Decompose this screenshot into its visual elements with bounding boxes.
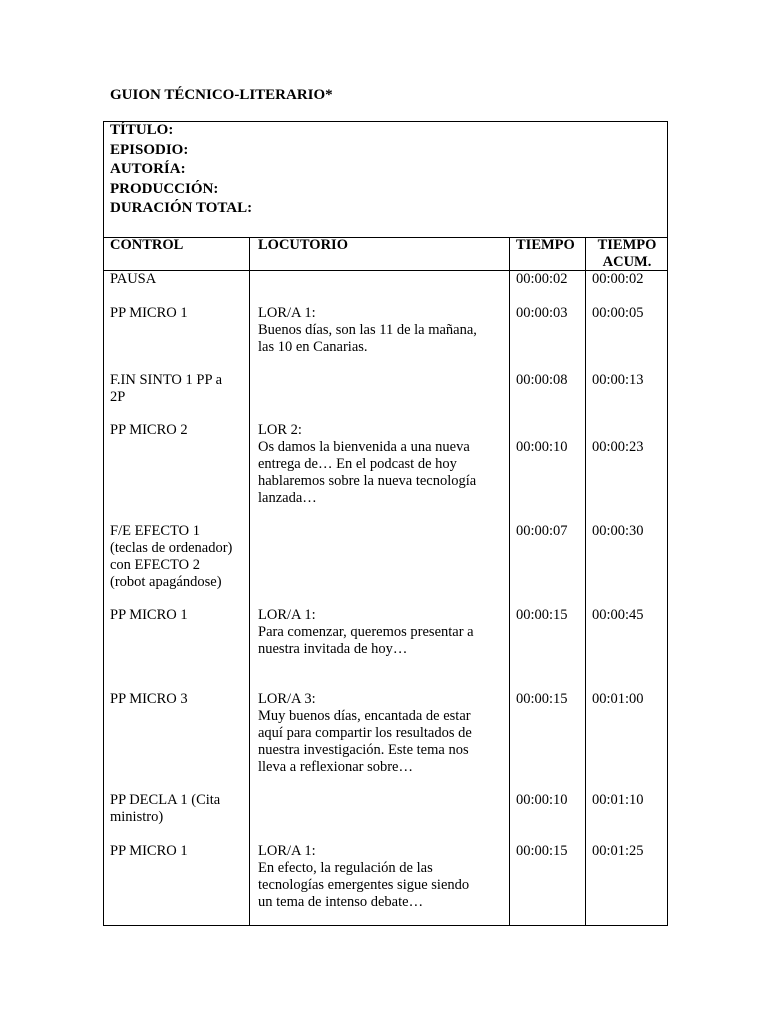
row-control: F.IN SINTO 1 PP a 2P	[110, 372, 223, 405]
column-divider	[249, 238, 250, 925]
row-control: PP MICRO 2	[110, 422, 188, 438]
row-control: PP MICRO 1	[110, 305, 188, 321]
row-tiempo: 00:00:08	[516, 372, 568, 388]
row-tiempo: 00:00:15	[516, 607, 568, 623]
row-locutorio: LOR 2: Os damos la bienvenida a una nueva entrega de… En el podcast de hoy hablaremos sobre la nueva tecnología lanzada…	[258, 422, 477, 506]
row-control: PP DECLA 1 (Cita ministro)	[110, 792, 221, 825]
row-control: PAUSA	[110, 271, 157, 287]
row-tiempo-acum: 00:00:45	[592, 607, 644, 623]
row-tiempo: 00:00:10	[516, 792, 568, 808]
row-tiempo-acum: 00:00:23	[592, 439, 644, 455]
row-tiempo-acum: 00:00:05	[592, 305, 644, 321]
row-control: F/E EFECTO 1 (teclas de ordenador) con EFECTO 2 (robot apagándose)	[110, 523, 233, 590]
row-control: PP MICRO 1	[110, 843, 188, 859]
header-tiempo-acum: TIEMPO ACUM.	[597, 237, 657, 270]
header-control: CONTROL	[110, 237, 184, 253]
row-tiempo-acum: 00:00:30	[592, 523, 644, 539]
meta-autoria: AUTORÍA:	[110, 161, 186, 177]
meta-produccion: PRODUCCIÓN:	[110, 180, 219, 197]
row-tiempo: 00:00:15	[516, 691, 568, 707]
row-locutorio: LOR/A 1: Buenos días, son las 11 de la mañana, las 10 en Canarias.	[258, 305, 477, 355]
metadata-block	[104, 122, 667, 238]
script-table	[103, 121, 668, 926]
row-tiempo: 00:00:10	[516, 439, 568, 455]
row-tiempo-acum: 00:01:25	[592, 843, 644, 859]
meta-episodio: EPISODIO:	[110, 141, 189, 158]
row-locutorio: LOR/A 1: En efecto, la regulación de las tecnologías emergentes sigue siendo un tema de intenso debate…	[258, 843, 470, 910]
meta-titulo: TÍTULO:	[110, 122, 174, 138]
row-tiempo: 00:00:03	[516, 305, 568, 321]
header-locutorio: LOCUTORIO	[258, 237, 348, 253]
row-tiempo: 00:00:15	[516, 843, 568, 859]
row-tiempo-acum: 00:01:10	[592, 792, 644, 808]
page-title: GUION TÉCNICO-LITERARIO*	[110, 87, 333, 103]
row-tiempo: 00:00:02	[516, 271, 568, 287]
column-divider	[509, 238, 510, 925]
row-tiempo: 00:00:07	[516, 523, 568, 539]
row-locutorio: LOR/A 3: Muy buenos días, encantada de estar aquí para compartir los resultados de nuestra investigación. Este tema nos lleva a reflexionar sobre…	[258, 691, 472, 775]
header-tiempo: TIEMPO	[516, 237, 575, 253]
row-control: PP MICRO 1	[110, 607, 188, 623]
row-tiempo-acum: 00:01:00	[592, 691, 644, 707]
column-divider	[585, 238, 586, 925]
header-divider	[104, 270, 667, 271]
meta-duracion-total: DURACIÓN TOTAL:	[110, 200, 253, 216]
row-locutorio: LOR/A 1: Para comenzar, queremos presentar a nuestra invitada de hoy…	[258, 607, 474, 657]
row-control: PP MICRO 3	[110, 691, 188, 707]
row-tiempo-acum: 00:00:13	[592, 372, 644, 388]
row-tiempo-acum: 00:00:02	[592, 271, 644, 287]
